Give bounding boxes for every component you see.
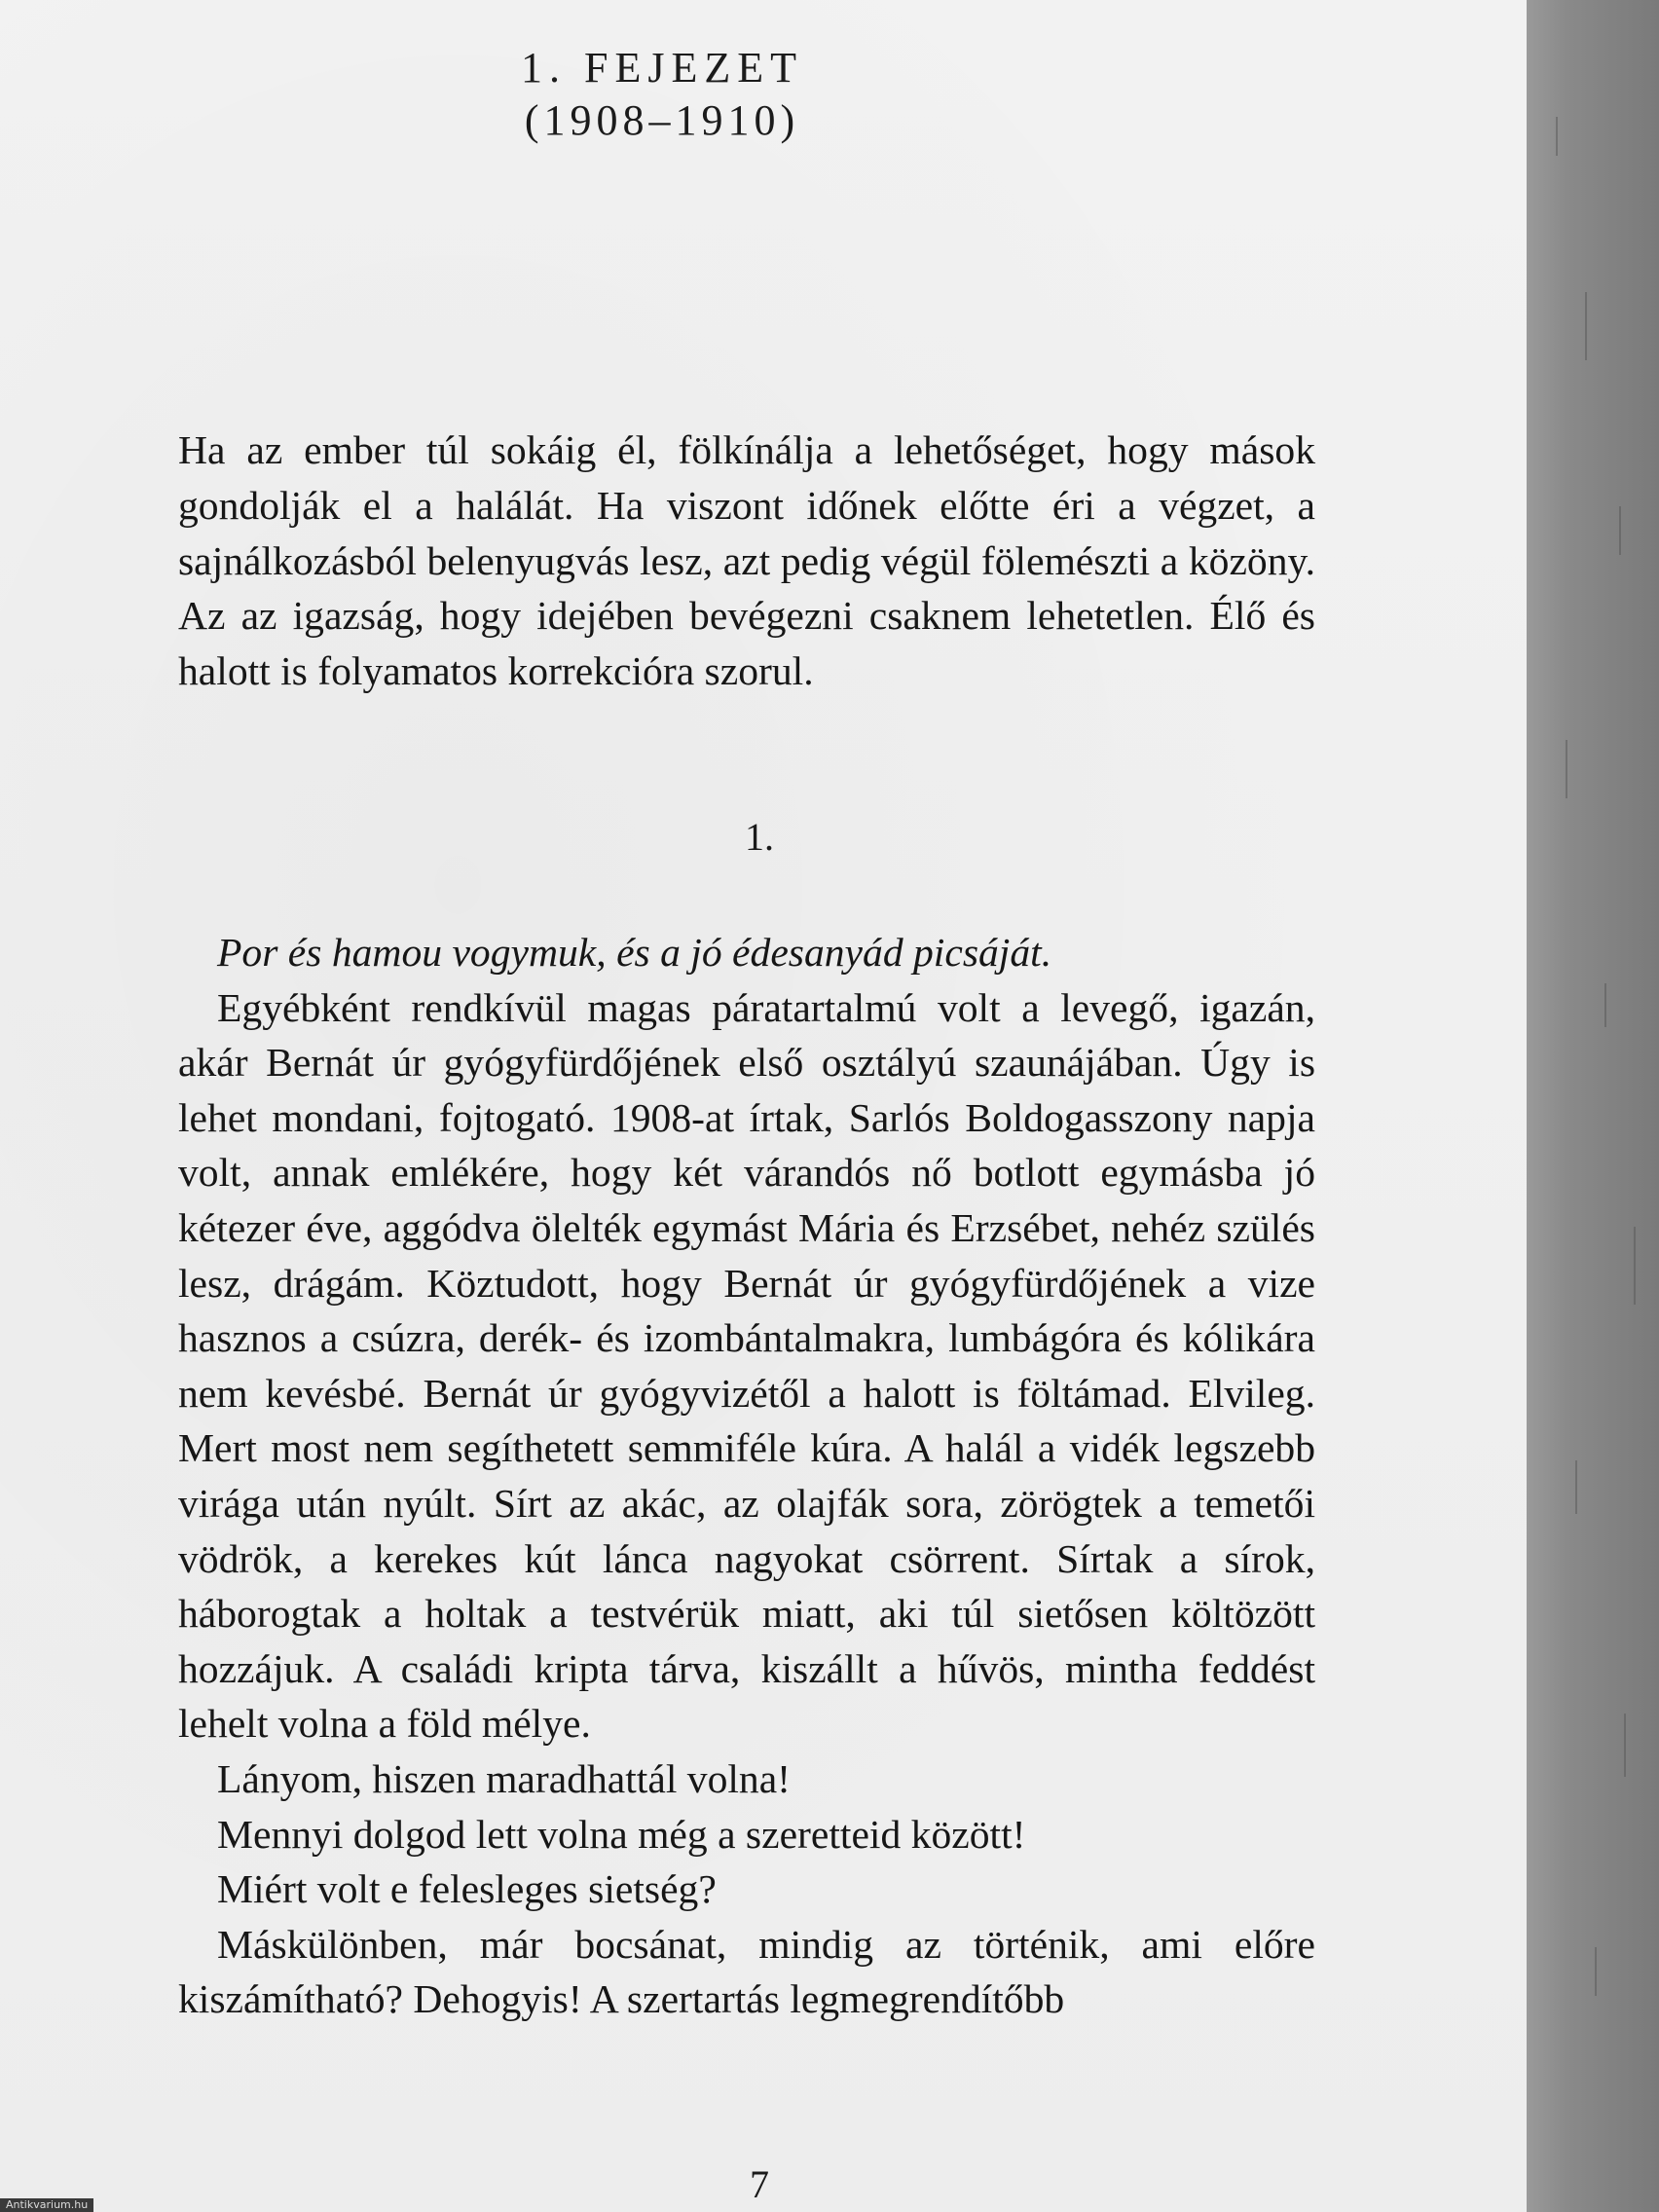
body-paragraph: Máskülönben, már bocsánat, mindig az történik, ami előre kiszámítható? Dehogyis! A szertartás legmegrendítőbb (178, 1921, 1315, 2022)
body-text (178, 925, 1315, 2027)
chapter-heading (409, 43, 915, 148)
chapter-years: (1908–1910) (524, 96, 800, 144)
page-number: 7 (750, 2162, 769, 2206)
chapter-title: 1. FEJEZET (521, 44, 803, 92)
epigraph-paragraph: Ha az ember túl sokáig él, fölkínálja a lehetőséget, hogy mások gondolják el a halálát. Ha viszont időnek előtte éri a végzet, a sajnálkozásból belenyugvás lesz, azt pedig végül fölemészti a közöny. Az az igazság, hogy idejében bevégezni csaknem lehetetlen. Élő és halott is folyamatos korrekcióra szorul. (178, 427, 1315, 694)
body-paragraph: Egyébként rendkívül magas páratartalmú volt a levegő, igazán, akár Bernát úr gyógyfürdőjének első osztályú szaunájában. Úgy is lehet mondani, fojtogató. 1908-at írtak, Sarlós Boldogasszony napja volt, annak emlékére, hogy két várandós nő botlott egymásba jó kétezer éve, aggódva ölelték egymást Mária és Erzsébet, nehéz szülés lesz, drágám. Köztudott, hogy Bernát úr gyógyfürdőjének a vize hasznos a csúzra, derék- és izombántalmakra, lumbágóra és kólikára nem kevésbé. Bernát úr gyógyvizétől a halott is föltámad. Elvileg. Mert most nem segíthetett semmiféle kúra. A halál a vidék legszebb virága után nyúlt. Sírt az akác, az olajfák sora, zörögtek a temetői vödrök, a kerekes kút lánca nagyokat csörrent. Sírtak a sírok, háborogtak a holtak a testvérük miatt, aki túl sietősen költözött hozzájuk. A családi kripta tárva, kiszállt a hűvös, mintha feddést lehelt volna a föld mélye. (178, 984, 1315, 1747)
page-stack-edge (1527, 0, 1659, 2212)
section-number: 1. (745, 815, 774, 859)
body-paragraph: Lányom, hiszen maradhattál volna! (217, 1755, 792, 1801)
body-paragraph: Mennyi dolgod lett volna még a szeretteid között! (217, 1811, 1026, 1857)
site-watermark: Antikvarium.hu (0, 2198, 93, 2212)
opening-line: Por és hamou vogymuk, és a jó édesanyád picsáját. (217, 930, 1052, 975)
body-paragraph: Miért volt e felesleges sietség? (217, 1866, 717, 1912)
